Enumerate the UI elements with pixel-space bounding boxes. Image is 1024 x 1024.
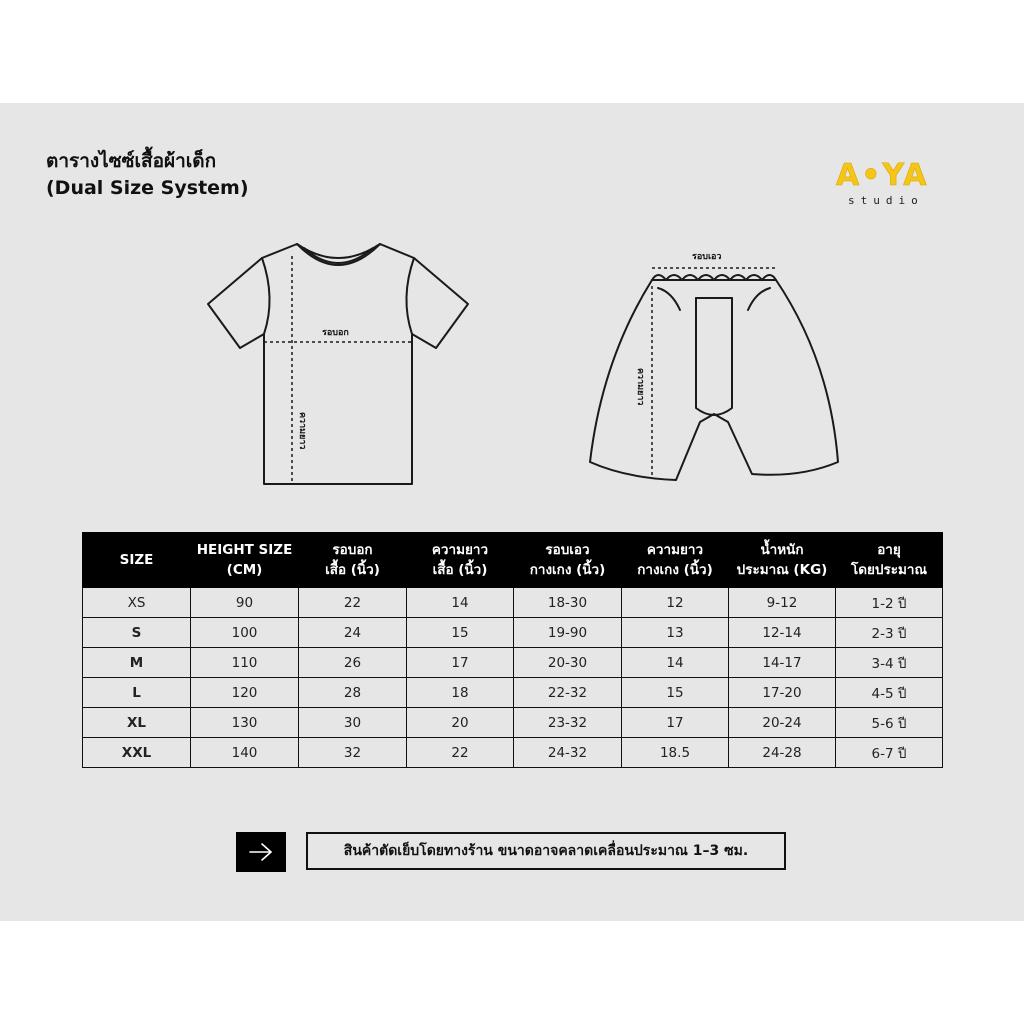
header-weight: น้ำหนัก ประมาณ (KG) [729, 533, 836, 588]
cell-waist: 20-30 [514, 648, 622, 678]
header-chest: รอบอก เสื้อ (นิ้ว) [299, 533, 407, 588]
header-shirt-length: ความยาว เสื้อ (นิ้ว) [407, 533, 514, 588]
brand-logo [836, 158, 946, 210]
cell-pants-length: 13 [622, 618, 729, 648]
cell-chest: 32 [299, 738, 407, 768]
cell-chest: 24 [299, 618, 407, 648]
shorts-left-pocket [658, 288, 680, 310]
cell-weight: 24-28 [729, 738, 836, 768]
cell-waist: 19-90 [514, 618, 622, 648]
cell-chest: 22 [299, 588, 407, 618]
cell-waist: 22-32 [514, 678, 622, 708]
cell-pants-length: 15 [622, 678, 729, 708]
cell-height: 90 [191, 588, 299, 618]
cell-shirt-length: 22 [407, 738, 514, 768]
cell-height: 140 [191, 738, 299, 768]
cell-weight: 9-12 [729, 588, 836, 618]
cell-shirt-length: 14 [407, 588, 514, 618]
shorts-outline [590, 280, 838, 480]
cell-chest: 30 [299, 708, 407, 738]
table-row [83, 708, 943, 738]
logo-wordmark: A•YA [836, 158, 929, 193]
shorts-diagram [580, 240, 850, 492]
cell-shirt-length: 18 [407, 678, 514, 708]
arrow-badge [236, 832, 286, 872]
cell-pants-length: 14 [622, 648, 729, 678]
header-pants-length: ความยาว กางเกง (นิ้ว) [622, 533, 729, 588]
cell-age: 5-6 ปี [836, 708, 943, 738]
cell-size: XS [83, 588, 191, 618]
cell-size: M [83, 648, 191, 678]
cell-waist: 24-32 [514, 738, 622, 768]
table-row [83, 678, 943, 708]
cell-shirt-length: 15 [407, 618, 514, 648]
size-table [82, 532, 943, 768]
header-age: อายุ โดยประมาณ [836, 533, 943, 588]
cell-weight: 17-20 [729, 678, 836, 708]
header-waist: รอบเอว กางเกง (นิ้ว) [514, 533, 622, 588]
cell-height: 100 [191, 618, 299, 648]
tshirt-collar [297, 244, 380, 265]
cell-pants-length: 12 [622, 588, 729, 618]
title-line-1: ตารางไซซ์เสื้อผ้าเด็ก [46, 150, 217, 172]
cell-weight: 20-24 [729, 708, 836, 738]
table-header-row [83, 533, 943, 588]
cell-age: 2-3 ปี [836, 618, 943, 648]
arrow-right-icon [248, 842, 274, 862]
cell-pants-length: 18.5 [622, 738, 729, 768]
cell-size: XL [83, 708, 191, 738]
table-row [83, 618, 943, 648]
page-title [46, 148, 249, 202]
title-line-2: (Dual Size System) [46, 177, 249, 199]
table-row [83, 648, 943, 678]
table-row [83, 588, 943, 618]
tshirt-right-armhole [406, 258, 414, 334]
cell-weight: 12-14 [729, 618, 836, 648]
tshirt-diagram [200, 238, 480, 490]
cell-age: 4-5 ปี [836, 678, 943, 708]
cell-waist: 18-30 [514, 588, 622, 618]
cell-shirt-length: 17 [407, 648, 514, 678]
tshirt-collar-inner [304, 248, 373, 263]
header-size: SIZE [83, 533, 191, 588]
cell-waist: 23-32 [514, 708, 622, 738]
cell-size: XXL [83, 738, 191, 768]
cell-pants-length: 17 [622, 708, 729, 738]
cell-height: 120 [191, 678, 299, 708]
cell-age: 1-2 ปี [836, 588, 943, 618]
header-height: HEIGHT SIZE (CM) [191, 533, 299, 588]
shorts-right-pocket [748, 288, 770, 310]
tolerance-note [306, 832, 786, 870]
table-row [83, 738, 943, 768]
cell-age: 6-7 ปี [836, 738, 943, 768]
chest-label: รอบอก [322, 328, 349, 338]
tshirt-outline [208, 244, 468, 484]
content-panel [0, 103, 1024, 921]
cell-height: 110 [191, 648, 299, 678]
cell-size: S [83, 618, 191, 648]
tshirt-left-armhole [262, 258, 270, 334]
cell-chest: 26 [299, 648, 407, 678]
tolerance-note-text: สินค้าตัดเย็บโดยทางร้าน ขนาดอาจคลาดเคลื่อนประมาณ 1–3 ซม. [343, 843, 749, 859]
shorts-fly [696, 298, 732, 415]
cell-height: 130 [191, 708, 299, 738]
cell-weight: 14-17 [729, 648, 836, 678]
pants-length-label: ความยาว [635, 368, 645, 406]
shirt-length-label: ความยาว [297, 412, 307, 450]
logo-subtitle: studio [848, 194, 924, 207]
waist-label: รอบเอว [692, 252, 722, 262]
cell-chest: 28 [299, 678, 407, 708]
cell-age: 3-4 ปี [836, 648, 943, 678]
cell-shirt-length: 20 [407, 708, 514, 738]
cell-size: L [83, 678, 191, 708]
